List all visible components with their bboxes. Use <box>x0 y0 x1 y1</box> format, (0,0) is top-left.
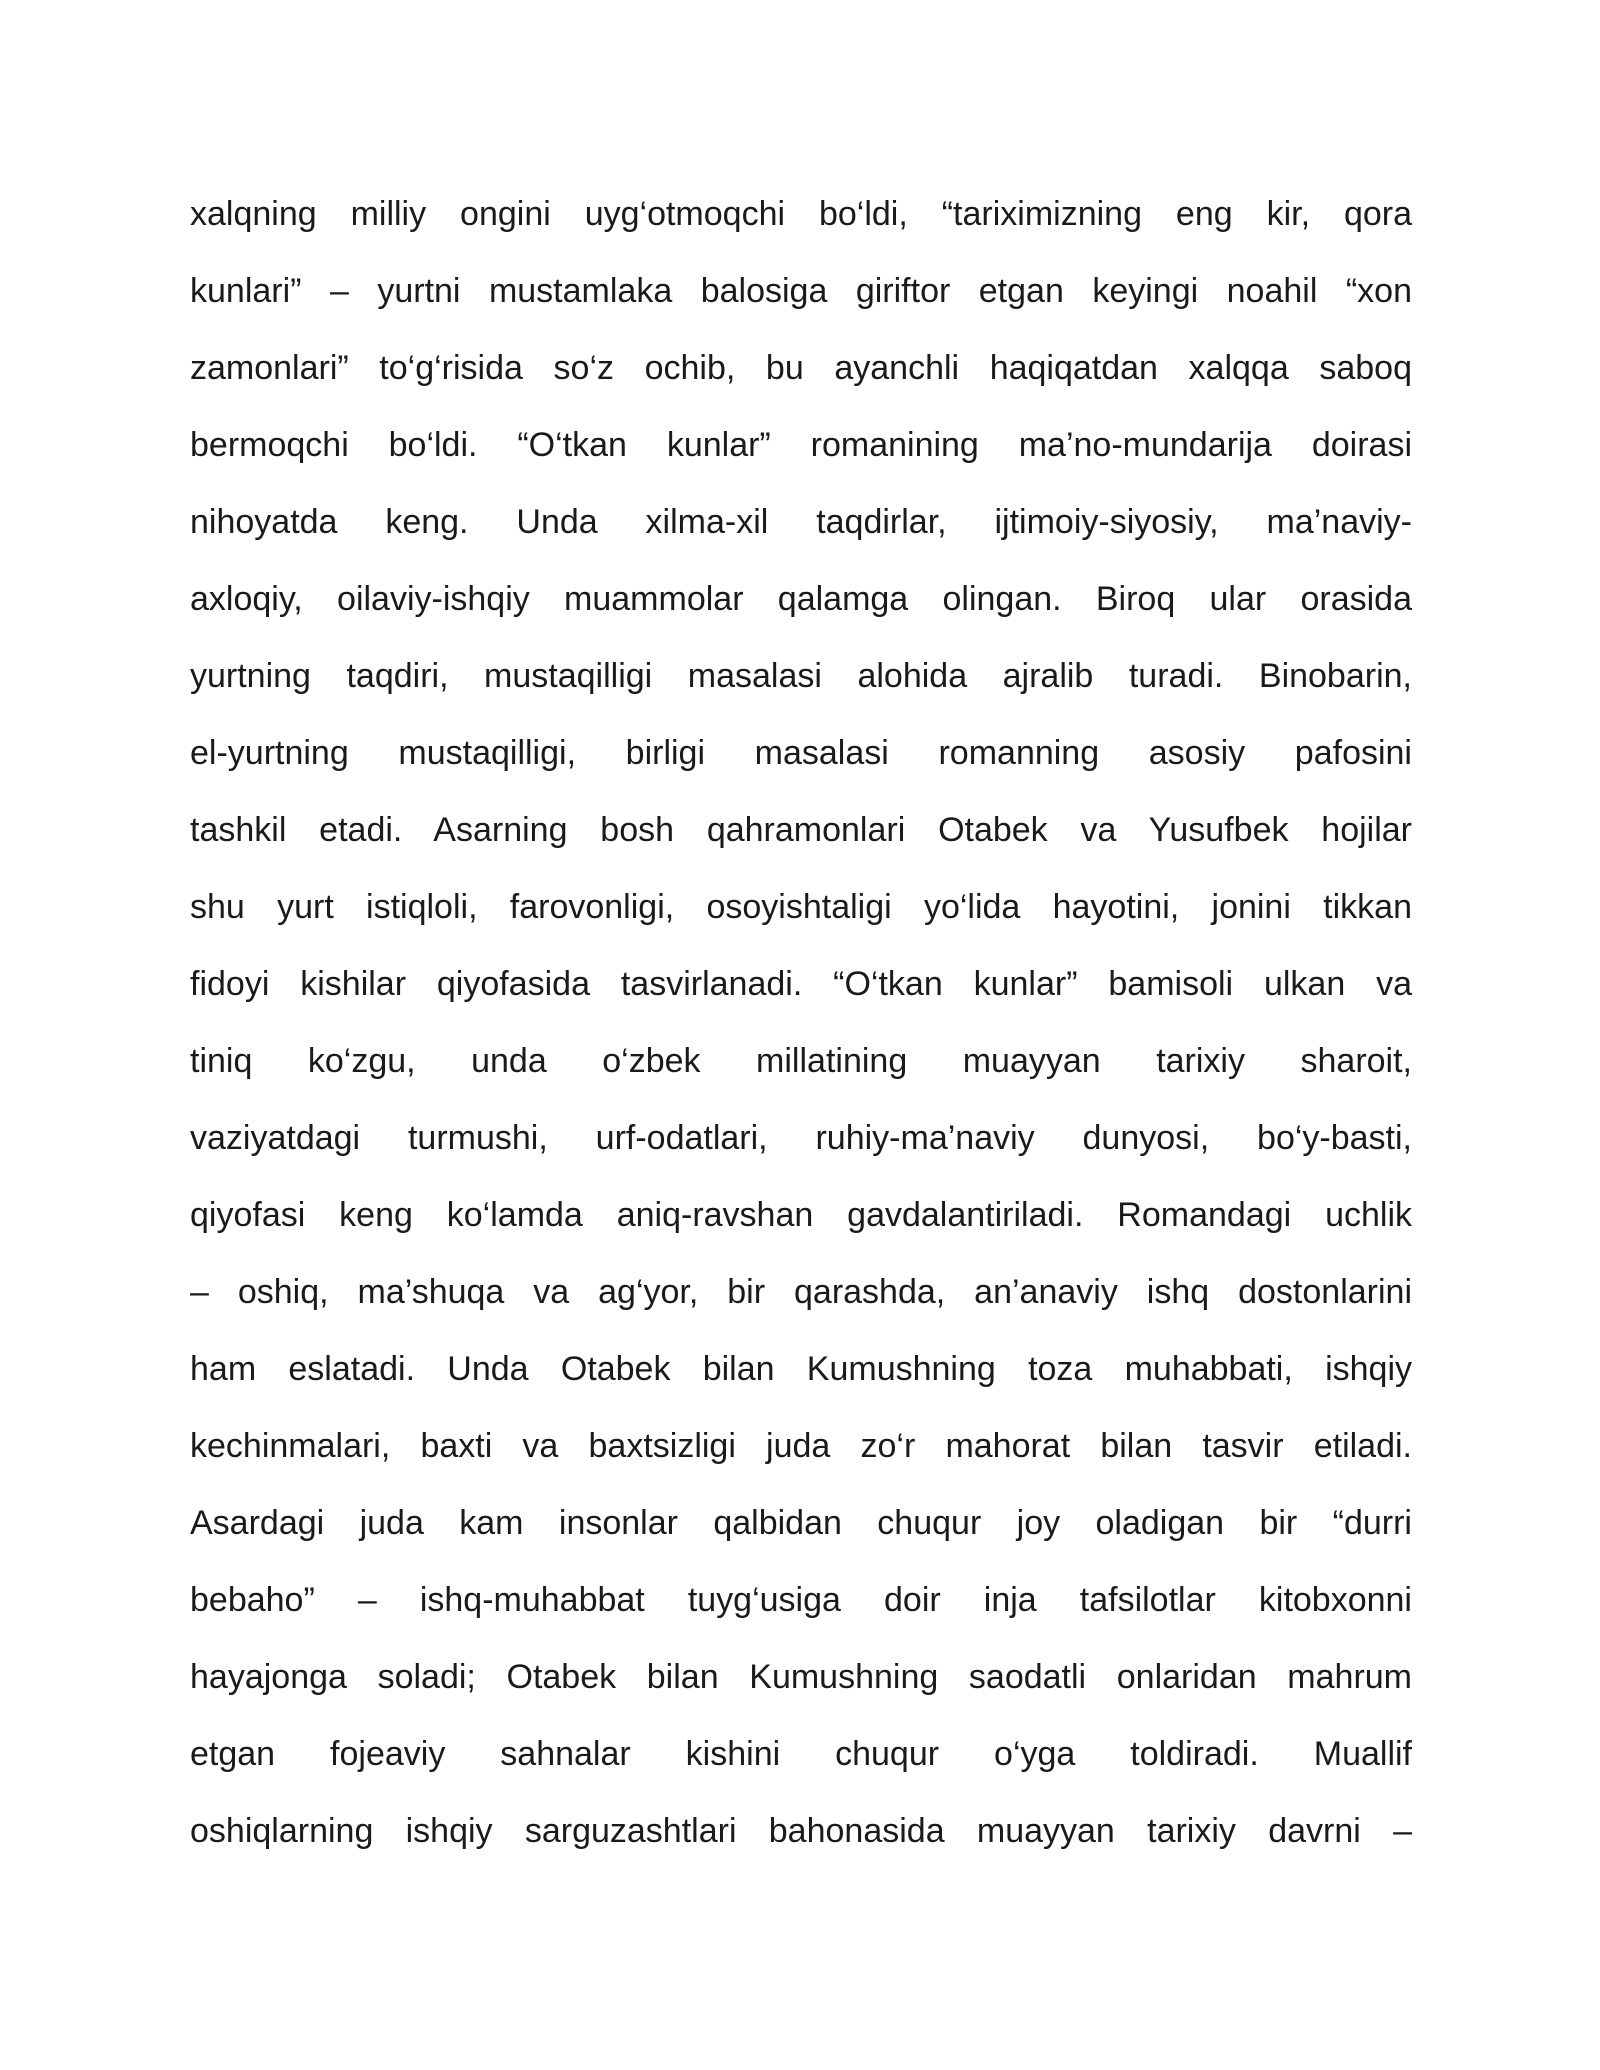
text-line: vaziyatdagi turmushi, urf-odatlari, ruhiy-ma’naviy dunyosi, bo‘y-basti, <box>190 1119 1412 1157</box>
text-line: tashkil etadi. Asarning bosh qahramonlari Otabek va Yusufbek hojilar <box>190 811 1412 849</box>
text-line: Asardagi juda kam insonlar qalbidan chuqur joy oladigan bir “durri <box>190 1504 1412 1542</box>
text-line: nihoyatda keng. Unda xilma-xil taqdirlar, ijtimoiy-siyosiy, ma’naviy- <box>190 503 1412 541</box>
text-line: kunlari” – yurtni mustamlaka balosiga giriftor etgan keyingi noahil “xon <box>190 272 1412 310</box>
text-line: tiniq ko‘zgu, unda o‘zbek millatining muayyan tarixiy sharoit, <box>190 1042 1412 1080</box>
text-line: qiyofasi keng ko‘lamda aniq-ravshan gavdalantiriladi. Romandagi uchlik <box>190 1196 1412 1234</box>
body-paragraph <box>190 184 1412 1878</box>
text-line: axloqiy, oilaviy-ishqiy muammolar qalamga olingan. Biroq ular orasida <box>190 580 1412 618</box>
text-line: ham eslatadi. Unda Otabek bilan Kumushning toza muhabbati, ishqiy <box>190 1350 1412 1388</box>
text-line: – oshiq, ma’shuqa va ag‘yor, bir qarashda, an’anaviy ishq dostonlarini <box>190 1273 1412 1311</box>
text-line: hayajonga soladi; Otabek bilan Kumushning saodatli onlaridan mahrum <box>190 1658 1412 1696</box>
text-line: kechinmalari, baxti va baxtsizligi juda zo‘r mahorat bilan tasvir etiladi. <box>190 1427 1412 1465</box>
text-line: bebaho” – ishq-muhabbat tuyg‘usiga doir inja tafsilotlar kitobxonni <box>190 1581 1412 1619</box>
text-line: zamonlari” to‘g‘risida so‘z ochib, bu ayanchli haqiqatdan xalqqa saboq <box>190 349 1412 387</box>
text-line: shu yurt istiqloli, farovonligi, osoyishtaligi yo‘lida hayotini, jonini tikkan <box>190 888 1412 926</box>
text-line: yurtning taqdiri, mustaqilligi masalasi alohida ajralib turadi. Binobarin, <box>190 657 1412 695</box>
text-line: xalqning milliy ongini uyg‘otmoqchi bo‘ldi, “tariximizning eng kir, qora <box>190 195 1412 233</box>
text-line: etgan fojeaviy sahnalar kishini chuqur o‘yga toldiradi. Muallif <box>190 1735 1412 1773</box>
text-line: el-yurtning mustaqilligi, birligi masalasi romanning asosiy pafosini <box>190 734 1412 772</box>
text-line: bermoqchi bo‘ldi. “O‘tkan kunlar” romanining ma’no-mundarija doirasi <box>190 426 1412 464</box>
text-line: fidoyi kishilar qiyofasida tasvirlanadi. “O‘tkan kunlar” bamisoli ulkan va <box>190 965 1412 1003</box>
text-line: oshiqlarning ishqiy sarguzashtlari bahonasida muayyan tarixiy davrni – <box>190 1812 1412 1850</box>
